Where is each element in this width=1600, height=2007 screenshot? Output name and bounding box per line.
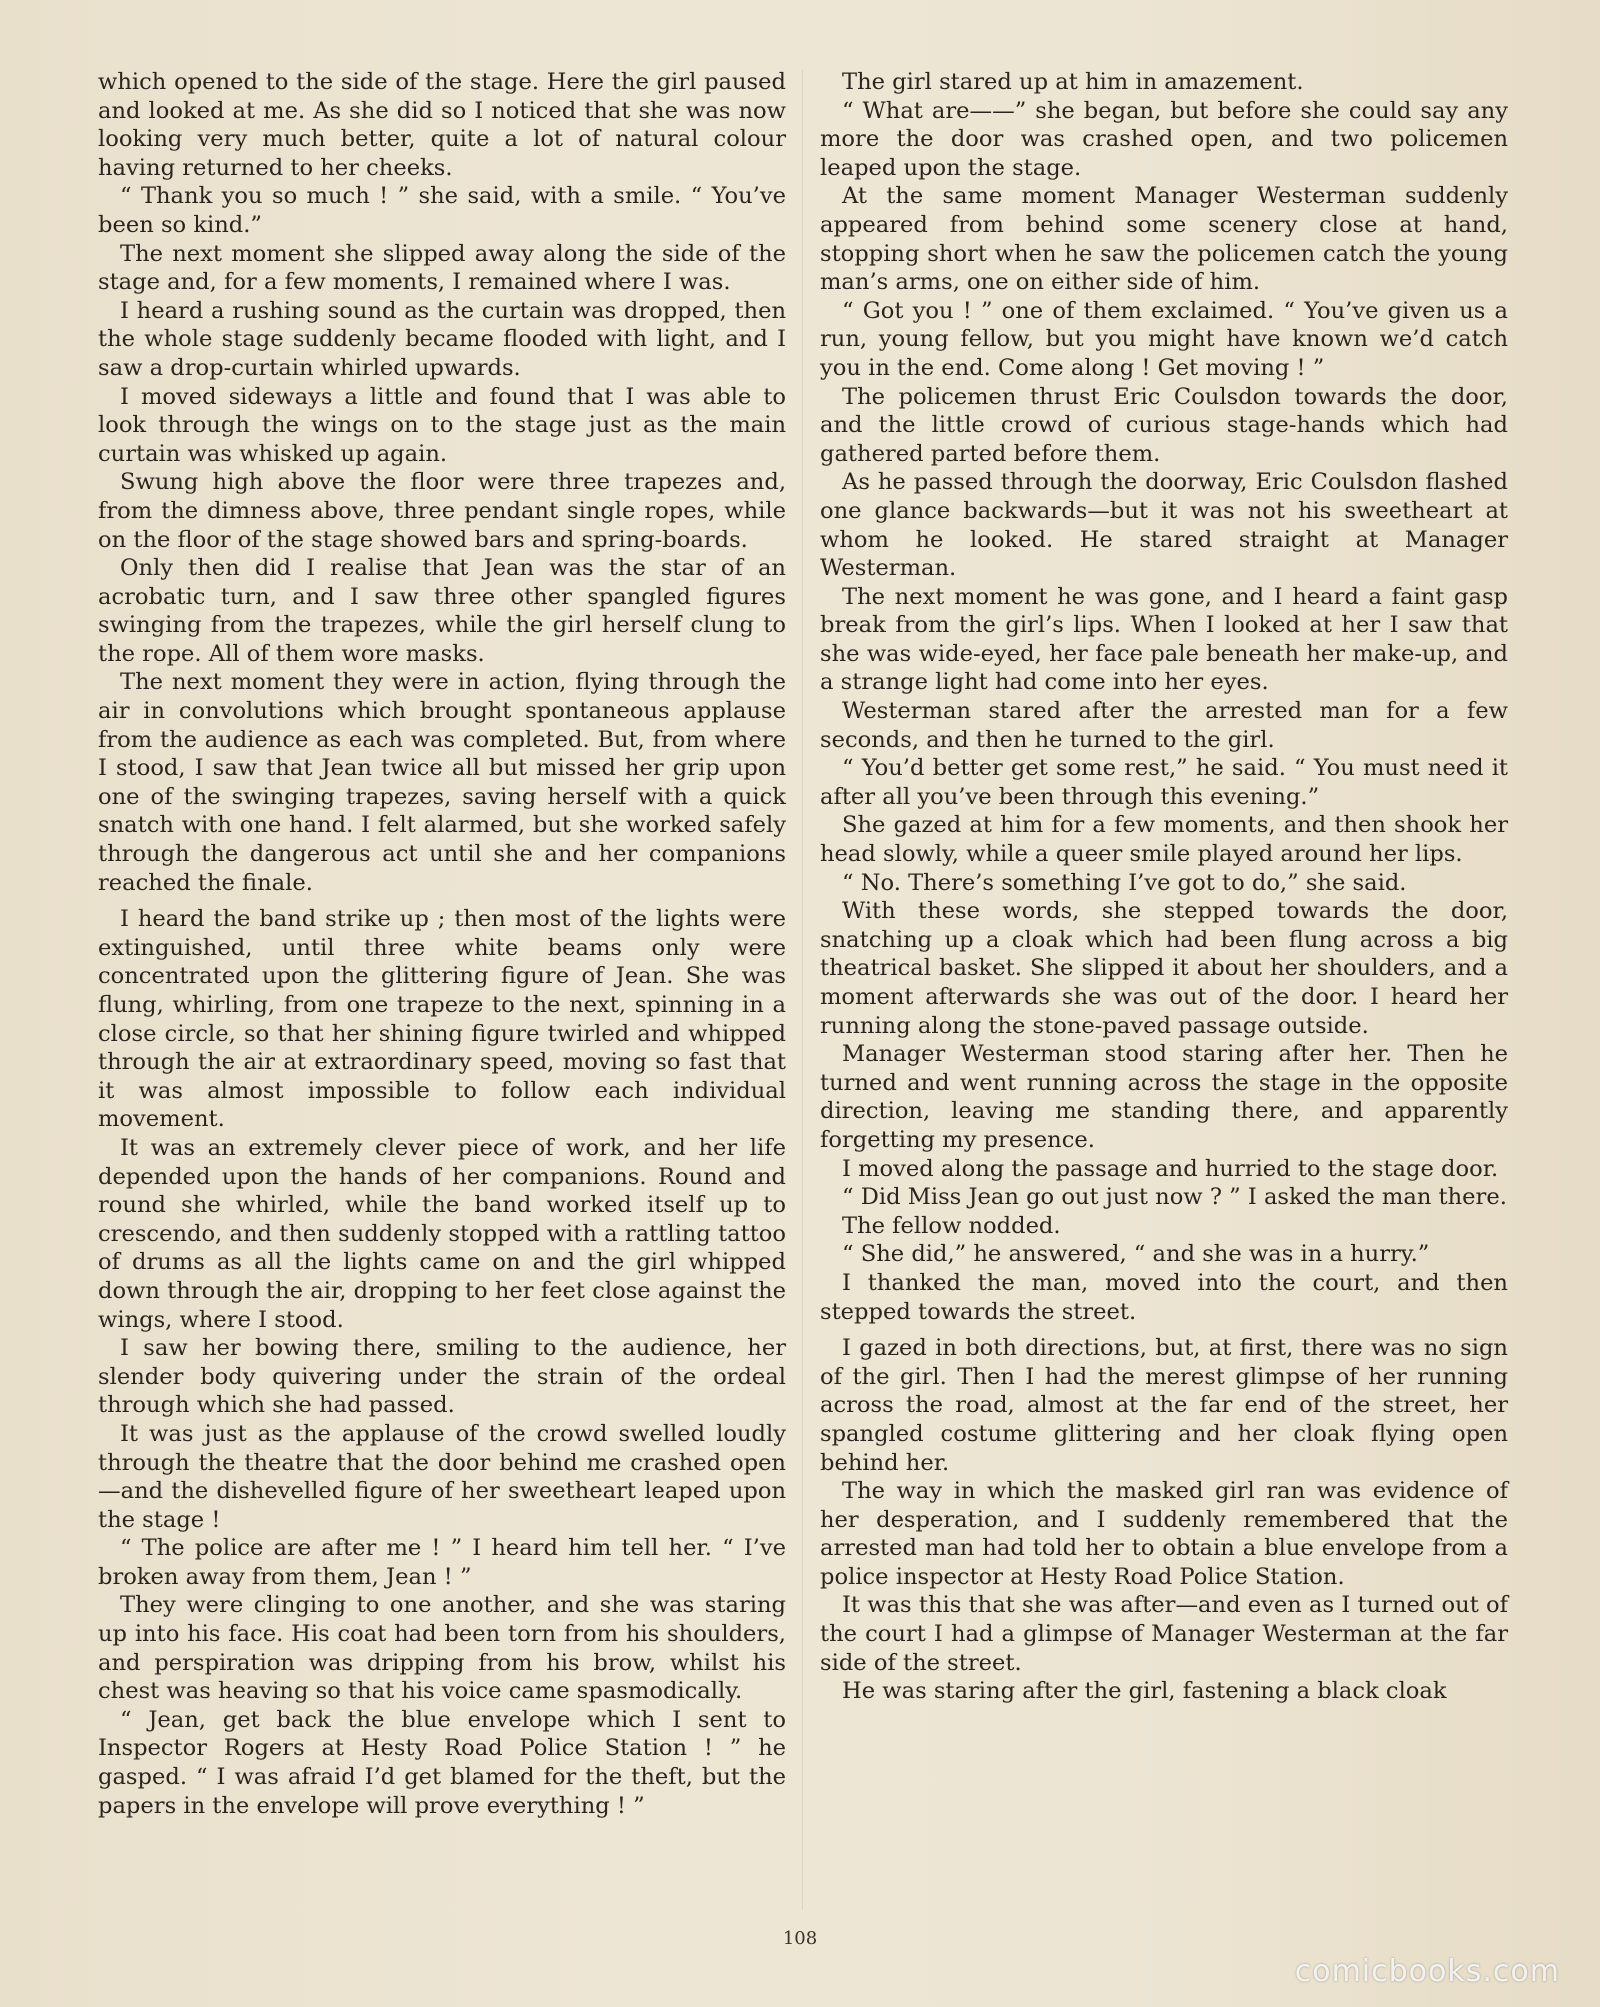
paragraph: The next moment he was gone, and I heard a faint gasp break from the girl’s lips. When I looked at her I saw that she was wide-eyed, her face pale beneath her make-up, and a strange light had come into her eyes. xyxy=(820,583,1508,696)
paragraph: At the same moment Manager Westerman suddenly appeared from behind some scenery close at hand, stopping short when he saw the policemen catch the young man’s arms, one on either side of him. xyxy=(820,183,1508,296)
paragraph: They were clinging to one another, and she was staring up into his face. His coat had been torn from his shoulders, and perspiration was dripping from his brow, whilst his chest was heaving so that his voice came spasmodically. xyxy=(98,1592,786,1705)
paragraph: “ She did,” he answered, “ and she was in a hurry.” xyxy=(842,1241,1430,1268)
paragraph: He was staring after the girl, fastening a black cloak xyxy=(842,1678,1447,1705)
paragraph: “ Did Miss Jean go out just now ? ” I asked the man there. xyxy=(842,1184,1507,1211)
left-text-column xyxy=(98,68,786,1820)
paragraph: I moved sideways a little and found that I was able to look through the wings on to the stage just as the main curtain was whisked up again. xyxy=(98,383,786,467)
paragraph: “ Got you ! ” one of them exclaimed. “ You’ve given us a run, young fellow, but you might have known we’d catch you in the end. Come along ! Get moving ! ” xyxy=(820,297,1508,381)
paragraph: “ Jean, get back the blue envelope which I sent to Inspector Rogers at Hesty Road Police Station ! ” he gasped. “ I was afraid I’d get blamed for the theft, but the papers in the envelope will prove everything ! ” xyxy=(98,1706,786,1819)
paragraph: Swung high above the floor were three trapezes and, from the dimness above, three pendant single ropes, while on the floor of the stage showed bars and spring-boards. xyxy=(98,469,786,553)
watermark-text: comicbooks.com xyxy=(1294,1954,1560,1989)
paragraph: I gazed in both directions, but, at first, there was no sign of the girl. Then I had the merest glimpse of her running across the road, almost at the far end of the street, her spangled costume glittering and her cloak flying open behind her. xyxy=(820,1335,1508,1476)
paragraph: It was just as the applause of the crowd swelled loudly through the theatre that the door behind me crashed open—and the dishevelled figure of her sweetheart leaped upon the stage ! xyxy=(98,1420,786,1533)
paragraph: I heard the band strike up ; then most of the lights were extinguished, until three white beams only were concentrated upon the glittering figure of Jean. She was flung, whirling, from one trapeze to the next, spinning in a close circle, so that her shining figure twirled and whipped through the air at extraordinary speed, moving so fast that it was almost impossible to follow each individual movement. xyxy=(98,906,786,1133)
paragraph: With these words, she stepped towards the door, snatching up a cloak which had been flung across a big theatrical basket. She slipped it about her shoulders, and a moment afterwards she was out of the door. I heard her running along the stone-paved passage outside. xyxy=(820,898,1508,1039)
paragraph: I moved along the passage and hurried to the stage door. xyxy=(842,1155,1499,1182)
paragraph: Only then did I realise that Jean was the star of an acrobatic turn, and I saw three other spangled figures swinging from the trapezes, while the girl herself clung to the rope. All of them wore masks. xyxy=(98,555,786,667)
paragraph: “ You’d better get some rest,” he said. “ You must need it after all you’ve been through this evening.” xyxy=(820,755,1508,810)
paragraph: The way in which the masked girl ran was evidence of her desperation, and I suddenly remembered that the arrested man had told her to obtain a blue envelope from a police inspector at Hesty Road Police Station. xyxy=(820,1478,1508,1590)
right-text-column xyxy=(820,68,1508,1706)
column-divider xyxy=(802,70,803,1910)
page-number: 108 xyxy=(782,1928,818,1949)
paragraph: It was an extremely clever piece of work, and her life depended upon the hands of her companions. Round and round she whirled, while the band worked itself up to crescendo, and then suddenly stopped with a rattling tattoo of drums as all the lights came on and the girl whipped down through the air, dropping to her feet close against the wings, where I stood. xyxy=(98,1134,786,1333)
paragraph: She gazed at him for a few moments, and then shook her head slowly, while a queer smile played around her lips. xyxy=(820,812,1508,868)
paragraph: I heard a rushing sound as the curtain was dropped, then the whole stage suddenly became flooded with light, and I saw a drop-curtain whirled upwards. xyxy=(98,297,786,381)
paragraph: which opened to the side of the stage. Here the girl paused and looked at me. As she did so I noticed that she was now looking very much better, quite a lot of natural colour having returned to her cheeks. xyxy=(98,69,786,181)
paragraph: “ The police are after me ! ” I heard him tell her. “ I’ve broken away from them, Jean ! ” xyxy=(98,1535,786,1590)
paragraph: I saw her bowing there, smiling to the audience, her slender body quivering under the strain of the ordeal through which she had passed. xyxy=(98,1335,786,1419)
paragraph: I thanked the man, moved into the court, and then stepped towards the street. xyxy=(820,1269,1508,1325)
paragraph: The next moment they were in action, flying through the air in convolutions which brought spontaneous applause from the audience as each was completed. But, from where I stood, I saw that Jean twice all but missed her grip upon one of the swinging trapezes, saving herself with a quick snatch with one hand. I felt alarmed, but she worked safely through the dangerous act until she and her companions reached the finale. xyxy=(98,669,786,896)
paragraph: The fellow nodded. xyxy=(842,1212,1061,1239)
paragraph: The next moment she slipped away along the side of the stage and, for a few moments, I remained where I was. xyxy=(98,240,786,296)
paragraph: The girl stared up at him in amazement. xyxy=(842,69,1304,95)
paragraph: Manager Westerman stood staring after her. Then he turned and went running across the stage in the opposite direction, leaving me standing there, and apparently forgetting my presence. xyxy=(820,1041,1508,1153)
paragraph: As he passed through the doorway, Eric Coulsdon flashed one glance backwards—but it was not his sweetheart at whom he looked. He stared straight at Manager Westerman. xyxy=(820,469,1508,582)
paragraph: “ What are——” she began, but before she could say any more the door was crashed open, and two policemen leaped upon the stage. xyxy=(820,97,1508,181)
paragraph: “ Thank you so much ! ” she said, with a smile. “ You’ve been so kind.” xyxy=(98,183,786,238)
paragraph: Westerman stared after the arrested man for a few seconds, and then he turned to the girl. xyxy=(820,698,1508,753)
paragraph: It was this that she was after—and even as I turned out of the court I had a glimpse of Manager Westerman at the far side of the street. xyxy=(820,1592,1508,1676)
paragraph: “ No. There’s something I’ve got to do,” she said. xyxy=(842,869,1407,896)
paragraph: The policemen thrust Eric Coulsdon towards the door, and the little crowd of curious stage-hands which had gathered parted before them. xyxy=(820,383,1508,467)
